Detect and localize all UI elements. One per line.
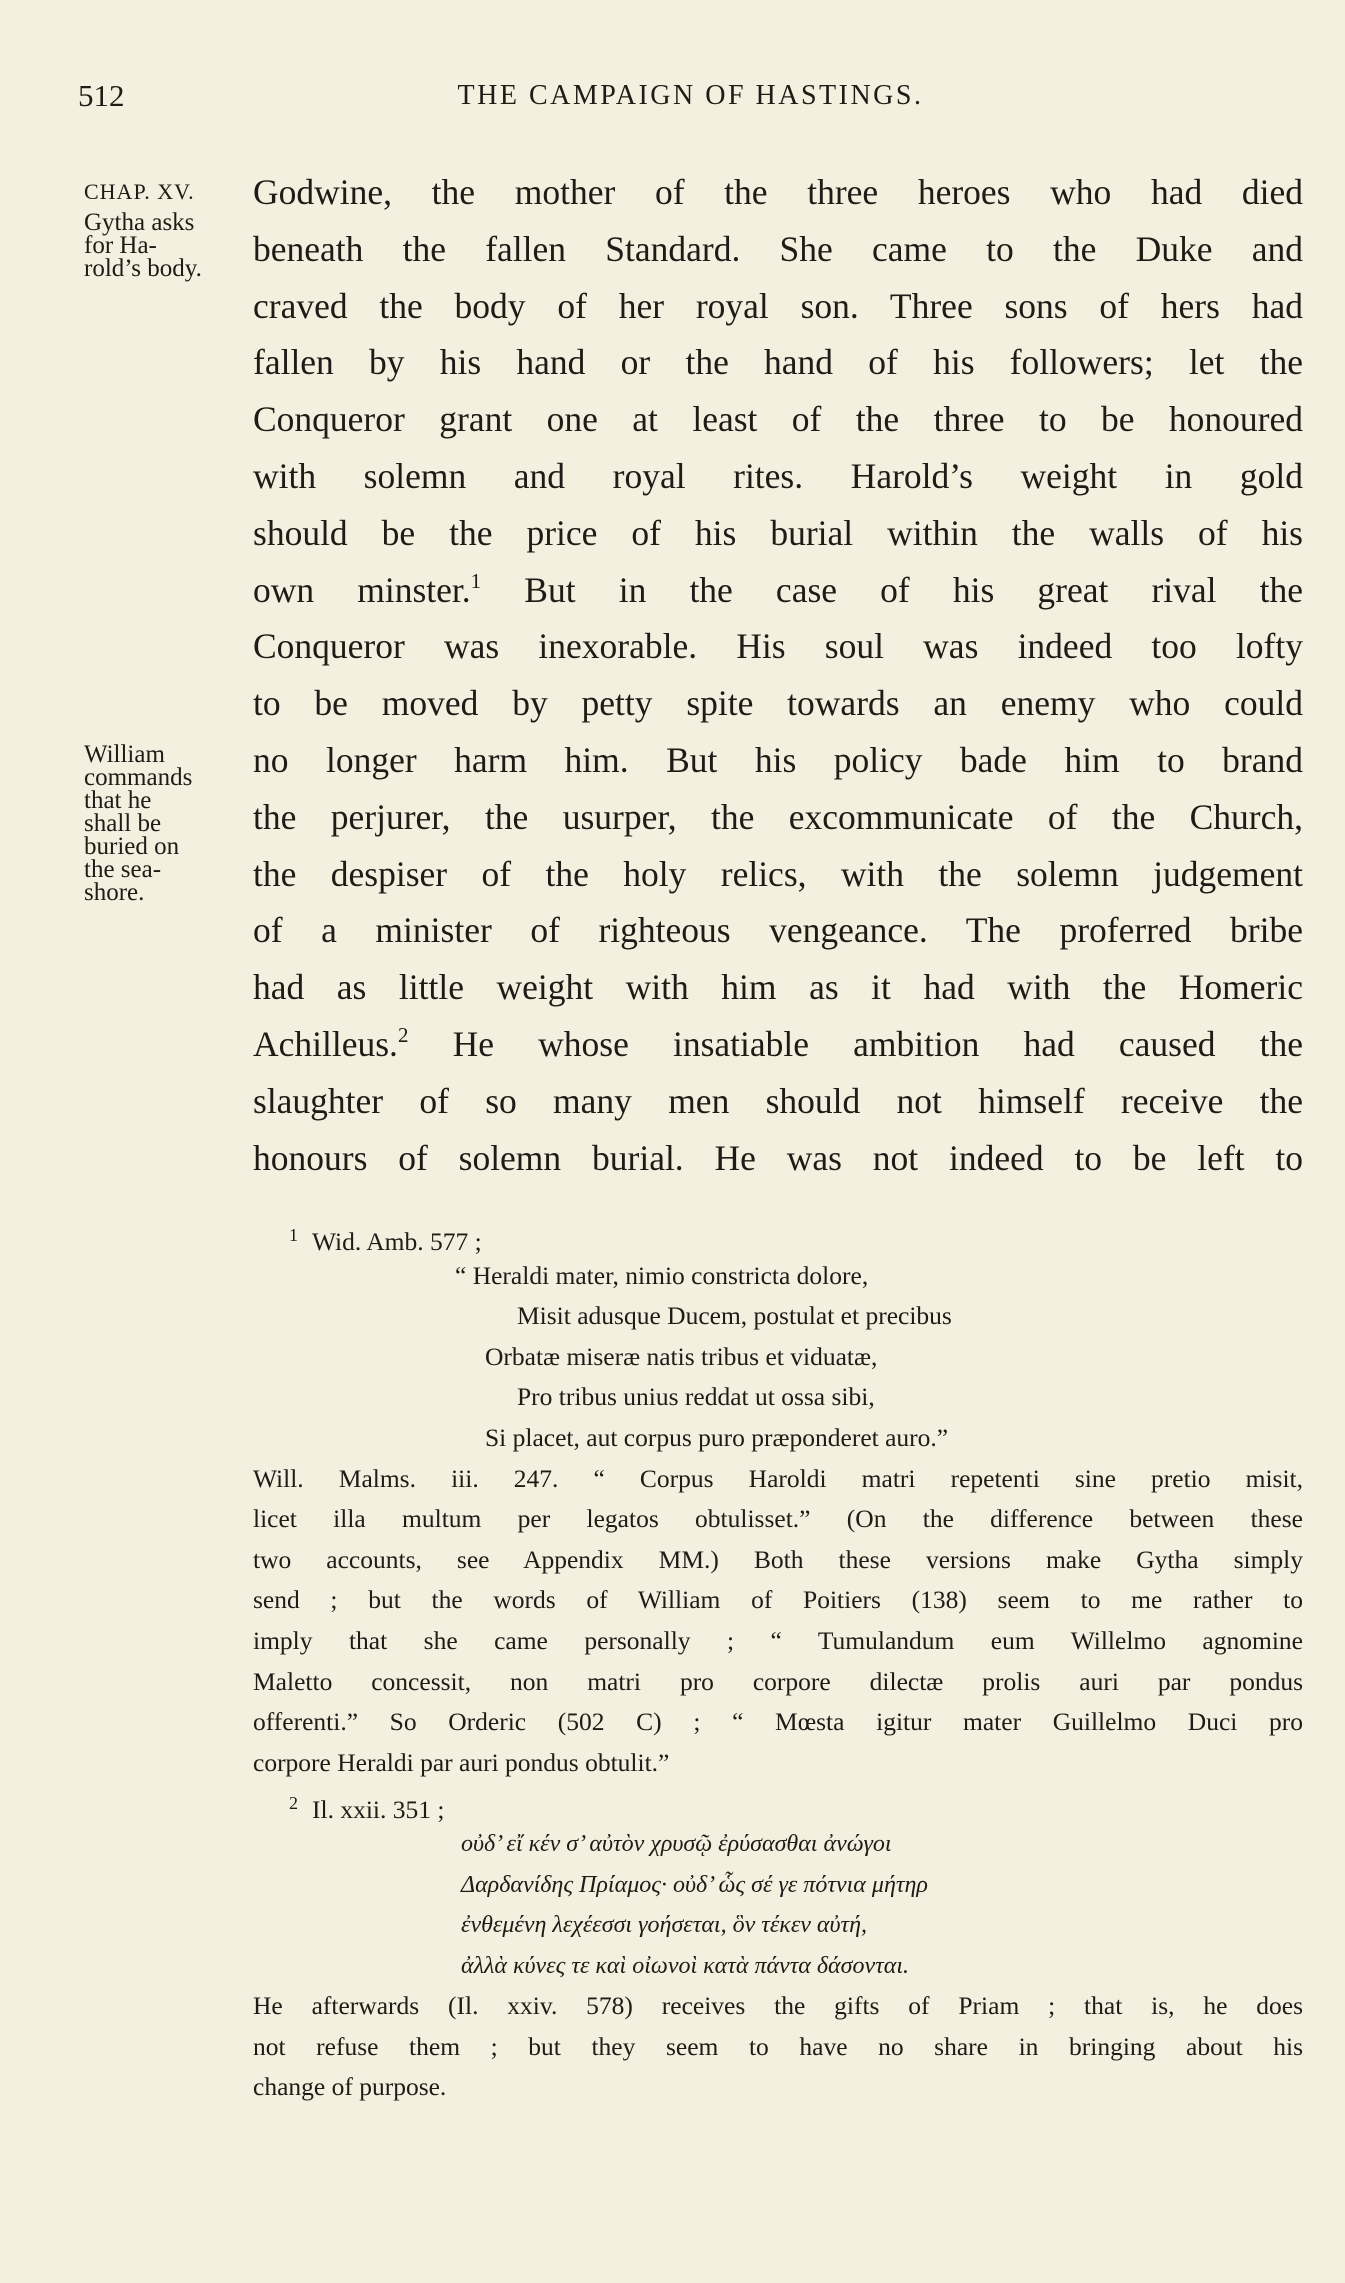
text-fragment: Achilleus.: [253, 1023, 398, 1064]
sidenote-line: shall be: [84, 810, 162, 837]
text-fragment: own minster.: [253, 569, 471, 610]
text-fragment: But in the case of his great rival the: [481, 569, 1303, 610]
verse-line: Orbatæ miseræ natis tribus et viduatæ,: [485, 1341, 878, 1371]
footnote-prose-line: He afterwards (Il. xxiv. 578) receives the gifts of Priam ; that is, he does: [253, 1991, 1303, 2021]
text-line: Conqueror was inexorable. His soul was indeed too lofty: [253, 626, 1303, 667]
footnote-prose-line: send ; but the words of William of Poitiers (138) seem to me rather to: [253, 1585, 1303, 1615]
sidenote-line: that he: [84, 787, 152, 814]
greek-verse-line: οὐδ’ εἴ κέν σ’ αὐτὸν χρυσῷ ἐρύσασθαι ἀνώγοι: [461, 1830, 892, 1857]
text-fragment: He whose insatiable ambition had caused the: [408, 1023, 1303, 1064]
verse-line: Si placet, aut corpus puro præponderet auro.”: [485, 1422, 949, 1452]
text-line: Godwine, the mother of the three heroes who had died: [253, 172, 1303, 212]
footnote-prose-line: offerenti.” So Orderic (502 C) ; “ Mœsta igitur mater Guillelmo Duci pro: [253, 1707, 1303, 1737]
footnote-ref-1[interactable]: 1: [470, 568, 482, 593]
text-line: slaughter of so many men should not himself receive the: [253, 1080, 1303, 1121]
sidenote-gytha: [84, 180, 254, 280]
text-line: with solemn and royal rites. Harold’s weight in gold: [253, 455, 1303, 496]
sidenote-william: [84, 743, 244, 904]
verse-line: “ Heraldi mater, nimio constricta dolore,: [455, 1260, 869, 1290]
greek-verse-line: ἀλλὰ κύνες τε καὶ οἰωνοὶ κατὰ πάντα δάσονται.: [461, 1952, 909, 1979]
sidenote-line: rold’s body.: [84, 255, 202, 282]
footnote-prose-line: two accounts, see Appendix MM.) Both these versions make Gytha simply: [253, 1544, 1303, 1574]
text-line: of a minister of righteous vengeance. The proferred bribe: [253, 910, 1303, 951]
footnote-citation: Il. xxii. 351 ;: [312, 1795, 445, 1825]
text-line: fallen by his hand or the hand of his followers; let the: [253, 342, 1303, 383]
footnote-citation: Wid. Amb. 577 ;: [312, 1227, 482, 1256]
verse-line: Pro tribus unius reddat ut ossa sibi,: [517, 1382, 875, 1412]
footnote-marker: 1: [289, 1225, 298, 1245]
page-number: 512: [78, 78, 125, 113]
footnote-1-intro: [253, 1215, 1303, 1256]
sidenote-line: commands: [84, 764, 193, 791]
footnote-marker: 2: [289, 1793, 298, 1814]
verse-line: Misit adusque Ducem, postulat et precibus: [517, 1301, 952, 1331]
footnote-prose-line: Will. Malms. iii. 247. “ Corpus Haroldi matri repetenti sine pretio misit,: [253, 1463, 1303, 1493]
footnote-prose-line: licet illa multum per legatos obtulisset.” (On the difference between these: [253, 1504, 1303, 1534]
text-line: the despiser of the holy relics, with the solemn judgement: [253, 853, 1303, 894]
footnote-prose-line: corpore Heraldi par auri pondus obtulit.”: [253, 1747, 670, 1777]
footnote-2-intro: [253, 1783, 1303, 1824]
text-line: should be the price of his burial within the walls of his: [253, 512, 1303, 553]
sidenote-line: buried on: [84, 833, 180, 860]
greek-verse-line: Δαρδανίδης Πρίαμος· οὐδ’ ὧς σέ γε πότνια μήτηρ: [461, 1871, 928, 1898]
text-line: the perjurer, the usurper, the excommunicate of the Church,: [253, 796, 1303, 837]
text-line: Conqueror grant one at least of the three to be honoured: [253, 399, 1303, 440]
sidenote-line: the sea-: [84, 856, 162, 883]
text-line: [253, 562, 1303, 619]
page-header: [78, 78, 1303, 128]
footnote-prose-line: change of purpose.: [253, 2072, 447, 2102]
text-line: [253, 1016, 1303, 1073]
sidenote-line: shore.: [84, 879, 145, 906]
sidenote-line: Gytha asks: [84, 209, 195, 236]
text-line: to be moved by petty spite towards an enemy who could: [253, 683, 1303, 724]
text-line: had as little weight with him as it had with the Homeric: [253, 967, 1303, 1008]
footnotes: [253, 1215, 1303, 2108]
main-text: [253, 164, 1303, 1186]
footnote-prose-line: Maletto concessit, non matri pro corpore dilectæ prolis auri par pondus: [253, 1666, 1303, 1696]
text-line: craved the body of her royal son. Three sons of hers had: [253, 285, 1303, 326]
footnote-prose-line: not refuse them ; but they seem to have no share in bringing about his: [253, 2031, 1303, 2061]
text-line: beneath the fallen Standard. She came to the Duke and: [253, 228, 1303, 269]
chapter-label: CHAP. XV.: [84, 179, 195, 204]
running-title: THE CAMPAIGN OF HASTINGS.: [457, 80, 924, 111]
sidenote-line: William: [84, 741, 165, 768]
sidenote-line: for Ha-: [84, 232, 157, 259]
text-line: no longer harm him. But his policy bade him to brand: [253, 739, 1303, 780]
footnote-ref-2[interactable]: 2: [397, 1022, 409, 1047]
greek-verse-line: ἐνθεμένη λεχέεσσι γοήσεται, ὃν τέκεν αὐτή,: [461, 1912, 868, 1939]
footnote-prose-line: imply that she came personally ; “ Tumulandum eum Willelmo agnomine: [253, 1625, 1303, 1655]
text-line: honours of solemn burial. He was not indeed to be left to: [253, 1137, 1303, 1178]
